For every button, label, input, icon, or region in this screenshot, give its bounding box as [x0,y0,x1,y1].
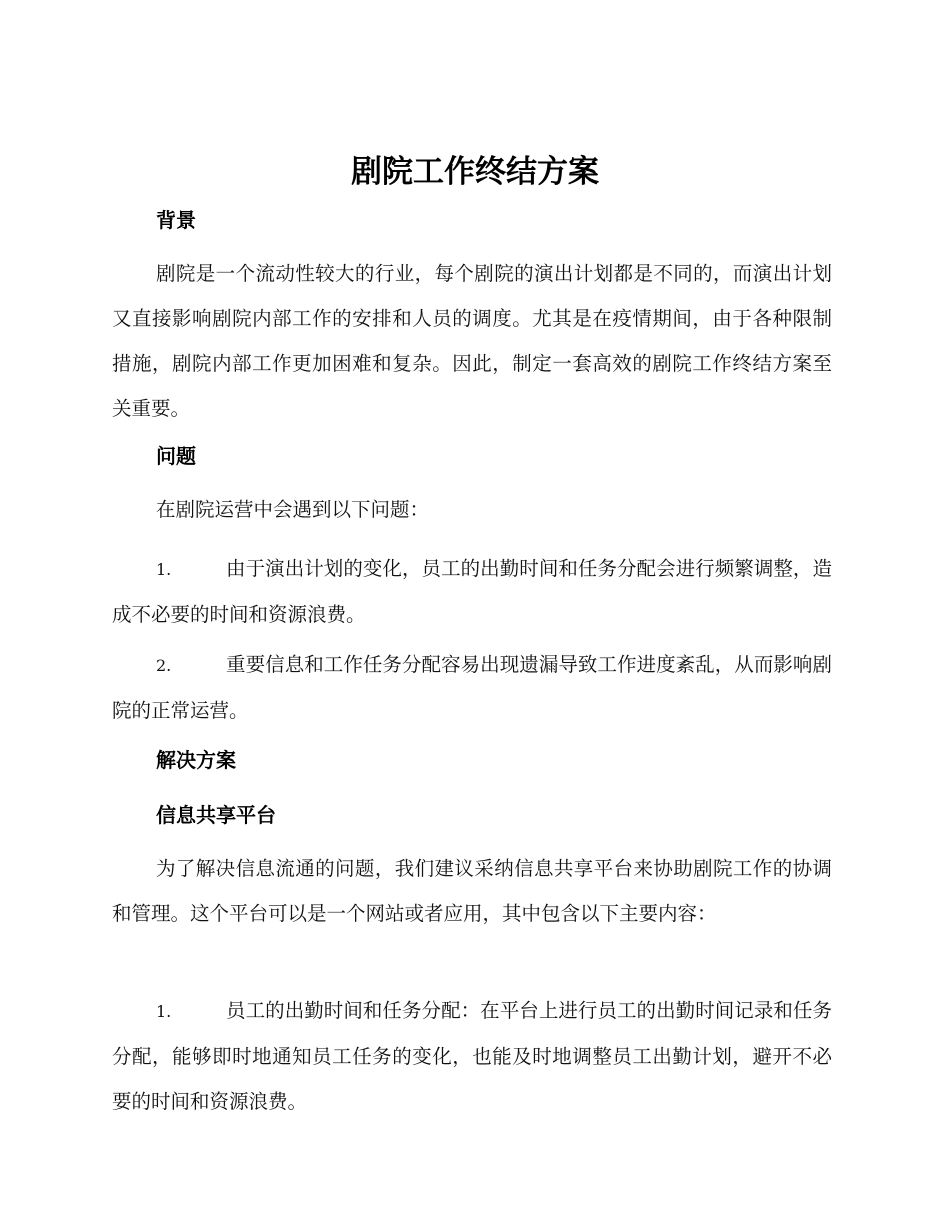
platform-list-item [112,988,832,1124]
list-item-number: 1. [156,560,172,579]
problem-list-item [112,546,832,637]
platform-paragraph: 为了解决信息流通的问题，我们建议采纳信息共享平台来协助剧院工作的协调和管理。这个平台可以是一个网站或者应用，其中包含以下主要内容： [112,857,832,925]
list-item-number: 2. [156,656,172,675]
section-heading-problem: 问题 [156,444,196,468]
section-heading-solution: 解决方案 [156,748,236,772]
list-item-text: 员工的出勤时间和任务分配：在平台上进行员工的出勤时间记录和任务分配，能够即时地通知员工任务的变化，也能及时地调整员工出勤计划，避开不必要的时间和资源浪费。 [112,999,832,1113]
section-heading-background: 背景 [156,208,196,232]
problem-list-item [112,642,832,733]
list-item-text: 由于演出计划的变化，员工的出勤时间和任务分配会进行频繁调整，造成不必要的时间和资源浪费。 [112,557,832,626]
list-item-number: 1. [156,1002,172,1021]
problem-intro-paragraph: 在剧院运营中会遇到以下问题： [156,498,430,521]
subsection-heading-platform: 信息共享平台 [156,803,276,827]
document-title: 剧院工作终结方案 [351,154,599,190]
list-item-text: 重要信息和工作任务分配容易出现遗漏导致工作进度紊乱，从而影响剧院的正常运营。 [112,653,832,722]
background-paragraph: 剧院是一个流动性较大的行业，每个剧院的演出计划都是不同的，而演出计划又直接影响剧院内部工作的安排和人员的调度。尤其是在疫情期间，由于各种限制措施，剧院内部工作更加困难和复杂。因此，制定一套高效的剧院工作终结方案至关重要。 [112,262,832,420]
